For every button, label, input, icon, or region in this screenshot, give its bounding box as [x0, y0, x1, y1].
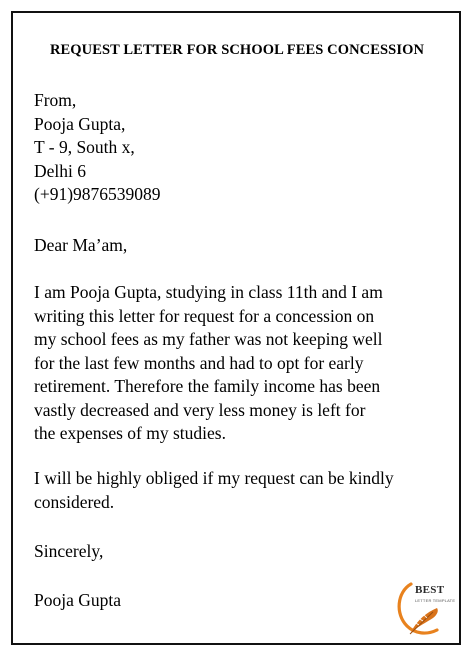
letter-title: REQUEST LETTER FOR SCHOOL FEES CONCESSION: [49, 42, 425, 58]
closing: Sincerely,: [34, 541, 104, 561]
from-line: (+91)9876539089: [34, 184, 161, 204]
greeting: Dear Ma’am,: [34, 235, 128, 255]
body-paragraph-2: [34, 467, 394, 514]
paragraph-line: retirement. Therefore the family income has been: [34, 376, 381, 396]
signature-name: Pooja Gupta: [34, 590, 122, 610]
logo-tagline: LETTER TEMPLATE: [415, 598, 456, 603]
from-line: Delhi 6: [34, 160, 87, 181]
body-paragraph-1: [34, 281, 444, 446]
paragraph-line: I am Pooja Gupta, studying in class 11th and I am: [34, 282, 383, 302]
from-line: Pooja Gupta,: [34, 113, 126, 134]
paragraph-line: I will be highly obliged if my request can be kindly: [34, 468, 394, 488]
paragraph-line: my school fees as my father was not keeping well: [34, 329, 383, 349]
from-line: T - 9, South x,: [34, 137, 135, 157]
brand-logo: [393, 578, 461, 638]
paragraph-line: for the last few months and had to opt for early: [34, 352, 364, 373]
paragraph-line: vastly decreased and very less money is left for: [34, 399, 366, 420]
paragraph-line: considered.: [34, 491, 115, 512]
paragraph-line: writing this letter for request for a concession on: [34, 305, 375, 326]
from-line: From,: [34, 90, 77, 110]
logo-wordmark: BEST: [415, 584, 445, 596]
paragraph-line: the expenses of my studies.: [34, 423, 226, 443]
from-block: [34, 89, 161, 207]
